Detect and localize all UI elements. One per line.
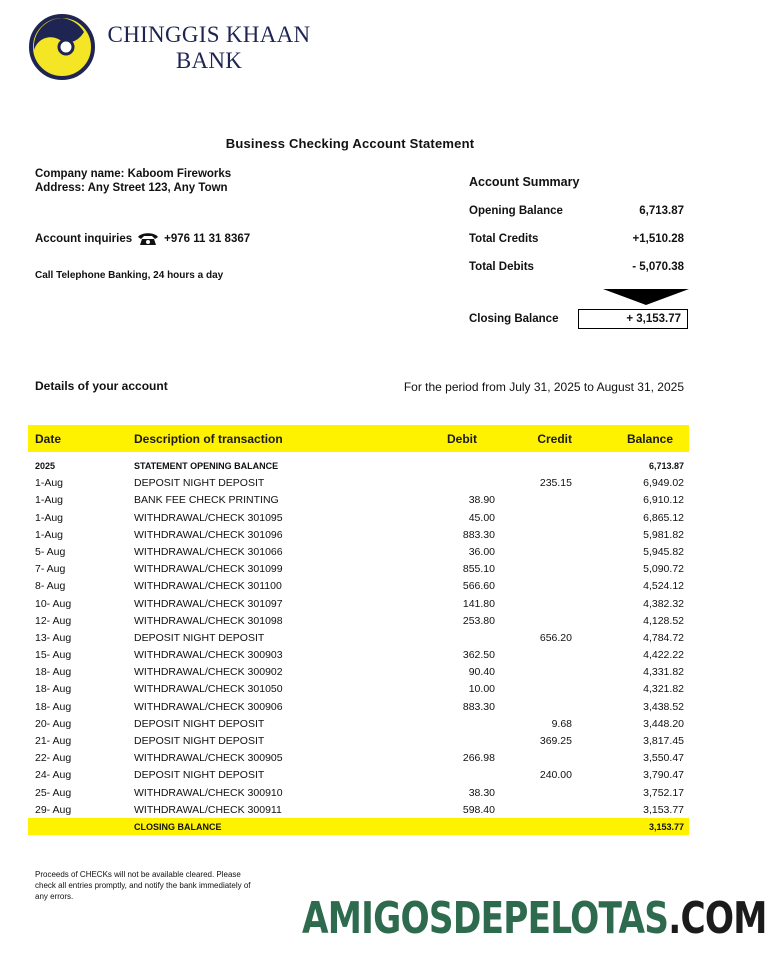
row-date: 18- Aug [35,700,72,713]
row-description: DEPOSIT NIGHT DEPOSIT [134,735,265,747]
row-date: 13- Aug [35,631,72,644]
row-credit: 235.15 [539,477,572,490]
row-description: WITHDRAWAL/CHECK 301095 [134,511,283,524]
total-debits-value: - 5,070.38 [632,261,684,273]
table-row [28,716,689,733]
bank-logo [28,14,96,80]
row-credit: 9.68 [551,717,572,730]
table-row [28,527,689,544]
row-description: WITHDRAWAL/CHECK 301050 [134,683,283,696]
telephone-banking-note: Call Telephone Banking, 24 hours a day [35,270,224,281]
row-debit: 883.30 [462,700,495,713]
row-balance: 6,910.12 [643,494,684,507]
watermark-suffix: .COM [668,893,767,944]
row-balance: 5,981.82 [643,528,684,541]
statement-title: Business Checking Account Statement [225,136,475,151]
table-row [28,578,689,595]
row-debit: 10.00 [468,683,495,696]
row-debit: 266.98 [462,752,495,765]
summary-opening-balance [469,205,684,217]
table-row [28,630,689,647]
company-info [35,167,231,195]
table-row [28,647,689,664]
row-debit: 855.10 [462,563,495,576]
opening-row-balance: 6,713.87 [648,461,684,471]
row-balance: 3,790.47 [643,769,684,782]
row-date: 18- Aug [35,683,72,696]
row-debit: 253.80 [462,614,495,627]
row-balance: 3,448.20 [643,717,684,730]
opening-balance-label: Opening Balance [469,205,563,217]
table-header [28,425,689,452]
table-row [28,750,689,767]
row-description: WITHDRAWAL/CHECK 300910 [134,786,283,799]
row-date: 1-Aug [35,477,64,490]
row-description: DEPOSIT NIGHT DEPOSIT [134,717,265,730]
closing-balance-row [28,818,689,835]
table-row [28,733,689,750]
row-date: 24- Aug [35,769,72,782]
opening-balance-row [28,458,689,475]
summary-total-debits [469,261,684,273]
row-balance: 4,524.12 [643,580,684,593]
row-date: 21- Aug [35,735,72,747]
total-debits-label: Total Debits [469,261,534,273]
bank-name-line1: CHINGGIS KHAAN [107,22,311,47]
watermark [302,893,767,944]
row-date: 15- Aug [35,649,72,662]
row-date: 12- Aug [35,614,72,627]
account-summary-title: Account Summary [469,175,580,189]
row-date: 10- Aug [35,597,72,610]
total-credits-label: Total Credits [469,233,539,245]
footnote: Proceeds of CHECKs will not be available cleared. Please check all entries promptly, and notify the bank immediately of any errors. [35,870,251,901]
row-balance: 4,422.22 [643,649,684,662]
row-balance: 4,784.72 [643,631,684,644]
table-row [28,802,689,819]
row-description: DEPOSIT NIGHT DEPOSIT [134,769,265,782]
table-row [28,785,689,802]
inquiries-label: Account inquiries [35,233,133,245]
row-debit: 38.30 [468,786,495,799]
table-row [28,681,689,698]
table-row [28,613,689,630]
watermark-main: AMIGOSDEPELOTAS [302,893,669,944]
row-debit: 45.00 [468,511,495,524]
closing-row-balance: 3,153.77 [648,822,684,832]
header-balance: Balance [626,432,673,446]
row-balance: 4,128.52 [643,614,684,627]
row-date: 1-Aug [35,511,64,524]
header-date: Date [35,432,62,446]
down-arrow-icon [603,289,689,305]
row-description: DEPOSIT NIGHT DEPOSIT [134,477,265,490]
opening-row-description: STATEMENT OPENING BALANCE [134,461,279,471]
table-row [28,544,689,561]
table-row [28,475,689,492]
row-debit: 141.80 [462,597,495,610]
inquiries-phone: +976 11 31 8367 [164,233,251,245]
row-balance: 6,865.12 [643,511,684,524]
table-row [28,596,689,613]
company-address: Address: Any Street 123, Any Town [35,182,228,194]
table-row [28,561,689,578]
row-date: 7- Aug [35,563,66,576]
row-debit: 38.90 [468,494,495,507]
table-row [28,510,689,527]
row-debit: 362.50 [462,649,495,662]
company-name: Company name: Kaboom Fireworks [35,168,232,180]
row-balance: 4,382.32 [643,597,684,610]
row-description: WITHDRAWAL/CHECK 300902 [134,666,283,679]
row-date: 5- Aug [35,545,66,558]
row-description: WITHDRAWAL/CHECK 301099 [134,563,283,576]
bank-name-line2: BANK [175,48,243,73]
row-balance: 3,153.77 [643,803,684,816]
bank-name [104,22,314,74]
opening-row-year: 2025 [35,461,56,471]
row-balance: 4,321.82 [643,683,684,696]
row-date: 25- Aug [35,786,72,799]
row-description: WITHDRAWAL/CHECK 301100 [134,580,282,593]
header-debit: Debit [447,432,477,446]
row-credit: 240.00 [539,769,572,782]
row-description: BANK FEE CHECK PRINTING [134,494,279,507]
row-description: DEPOSIT NIGHT DEPOSIT [134,631,265,644]
transaction-table [28,458,689,819]
row-description: WITHDRAWAL/CHECK 301097 [134,597,283,610]
row-balance: 3,752.17 [643,786,684,799]
row-description: WITHDRAWAL/CHECK 301098 [134,614,283,627]
opening-balance-value: 6,713.87 [639,205,684,217]
row-date: 18- Aug [35,666,72,679]
closing-row-description: CLOSING BALANCE [134,822,222,832]
row-balance: 5,090.72 [643,563,684,576]
table-row [28,492,689,509]
row-description: WITHDRAWAL/CHECK 301096 [134,528,283,541]
row-date: 20- Aug [35,717,72,730]
row-description: WITHDRAWAL/CHECK 300906 [134,700,283,713]
details-heading: Details of your account [35,379,168,393]
row-debit: 566.60 [462,580,495,593]
table-row [28,699,689,716]
row-debit: 883.30 [462,528,495,541]
row-debit: 90.40 [468,666,495,679]
total-credits-value: +1,510.28 [632,233,684,245]
row-date: 1-Aug [35,528,64,541]
row-description: WITHDRAWAL/CHECK 300911 [134,803,282,816]
row-credit: 656.20 [539,631,572,644]
account-inquiries [35,232,250,246]
summary-total-credits [469,233,684,245]
row-balance: 5,945.82 [643,545,684,558]
row-debit: 36.00 [468,545,495,558]
header-description: Description of transaction [134,432,283,446]
statement-period: For the period from July 31, 2025 to August 31, 2025 [403,380,684,394]
table-row [28,767,689,784]
row-debit: 598.40 [462,803,495,816]
closing-balance-label: Closing Balance [469,313,559,325]
row-date: 29- Aug [35,803,72,816]
table-row [28,664,689,681]
telephone-icon [137,232,159,246]
row-date: 8- Aug [35,580,66,593]
header-credit: Credit [537,432,572,446]
row-balance: 3,550.47 [643,752,684,765]
row-balance: 6,949.02 [643,477,684,490]
row-credit: 369.25 [539,735,572,747]
row-description: WITHDRAWAL/CHECK 300903 [134,649,283,662]
row-balance: 4,331.82 [643,666,684,679]
row-description: WITHDRAWAL/CHECK 301066 [134,545,283,558]
closing-balance-value: + 3,153.77 [578,309,688,329]
row-balance: 3,438.52 [643,700,684,713]
row-date: 1-Aug [35,494,64,507]
row-date: 22- Aug [35,752,72,765]
row-balance: 3,817.45 [643,735,684,747]
row-description: WITHDRAWAL/CHECK 300905 [134,752,283,765]
